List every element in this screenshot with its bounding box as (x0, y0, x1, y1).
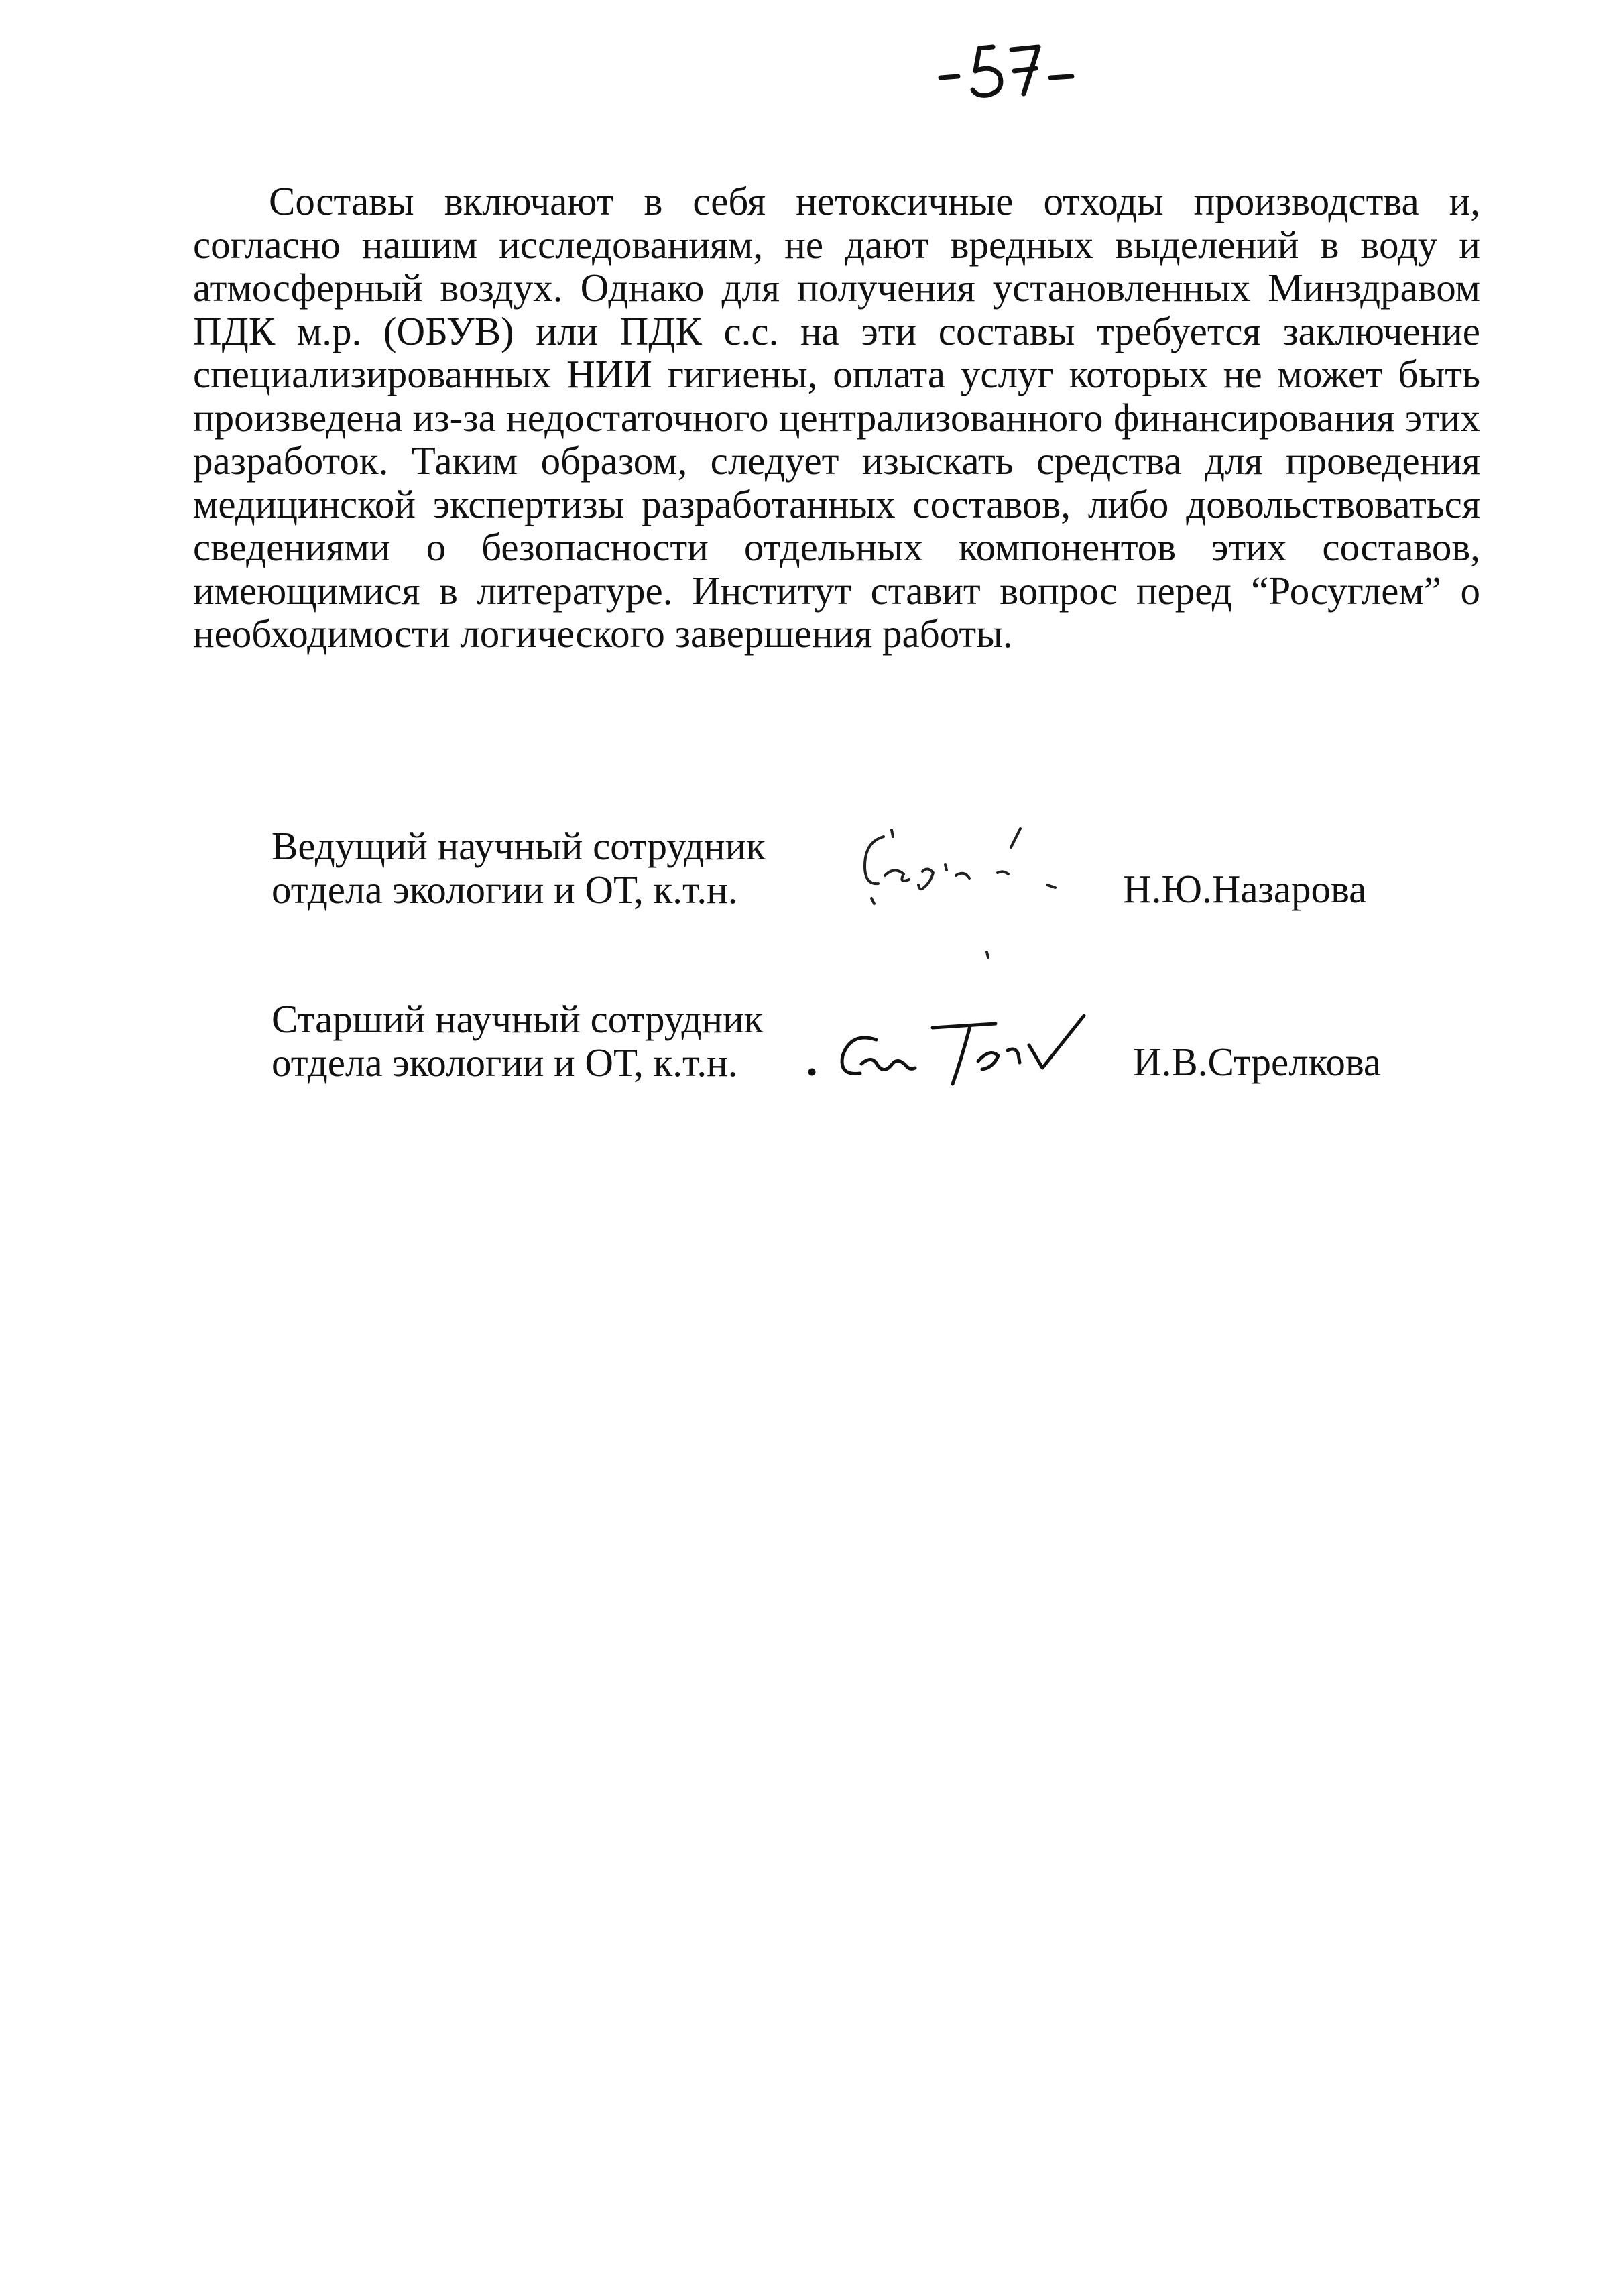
signatory-position-line1: Старший научный сотрудник (272, 997, 764, 1041)
handwritten-page-number (935, 20, 1083, 107)
signatory-position-line2: отдела экологии и ОТ, к.т.н. (272, 867, 738, 912)
signatory-name: Н.Ю.Назарова (1123, 867, 1367, 911)
page-number (935, 20, 1083, 107)
handwritten-signature-strelkova (794, 1001, 1130, 1101)
handwritten-signature-nazarova (845, 818, 1099, 972)
signatory-position-line2: отдела экологии и ОТ, к.т.н. (272, 1040, 738, 1085)
signature-block-nazarova (272, 825, 1478, 932)
signature-block-strelkova (272, 998, 1478, 1105)
signatory-position (272, 825, 766, 911)
signatory-position (272, 998, 763, 1084)
body-paragraph: Составы включают в себя нетоксичные отходы производства и, согласно нашим исследованиям, не дают вредных выделений в воду и атмосферный воздух. Однако для получения установленных Минздравом ПДК м.р. (ОБУВ) или ПДК с.с. на эти составы требуется заключение специализированных НИИ гигиены, оплата услуг которых не может быть произведена из-за недостаточного централизованного финансирования этих разработок. Таким образом, следует изыскать средства для проведения медицинской экспертизы разработанных составов, либо довольствоваться сведениями о безопасности отдельных компонентов этих составов, имеющимися в литературе. Институт ставит вопрос перед “Росуглем” о необходимости логического завершения работы. (193, 179, 1480, 656)
signatory-position-line1: Ведущий научный сотрудник (272, 824, 766, 868)
signatory-name: И.В.Стрелкова (1133, 1040, 1382, 1084)
